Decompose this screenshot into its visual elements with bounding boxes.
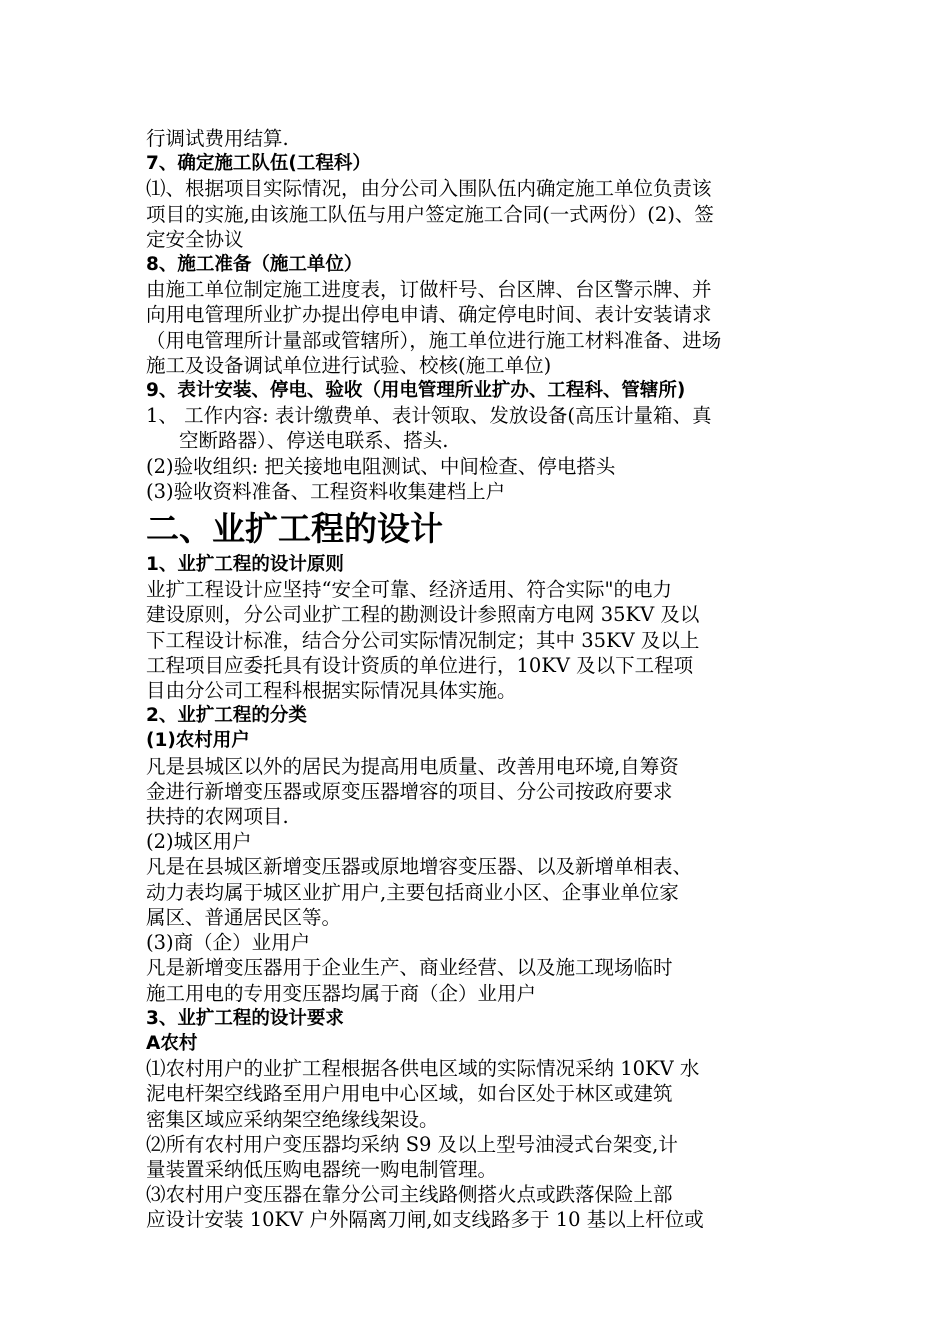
text-line: 动力表均属于城区业扩用户,主要包括商业小区、企事业单位家 [146, 880, 679, 904]
section-heading: 1、业扩工程的设计原则 [146, 554, 344, 576]
section-heading: 2、业扩工程的分类 [146, 705, 307, 727]
document-page [146, 126, 836, 1233]
text-line: 空断路器）、停送电联系、搭头. [179, 429, 449, 453]
text-line: 行调试费用结算. [146, 127, 289, 150]
text-line: （用电管理所计量部或管辖所），施工单位进行施工材料准备、进场 [146, 328, 722, 352]
section-heading: 9、表计安装、停电、验收（用电管理所业扩办、工程科、管辖所) [146, 380, 686, 402]
text-line: ⑶农村用户变压器在靠分公司主线路侧搭火点或跌落保险上部 [146, 1183, 673, 1207]
text-line: 施工用电的专用变压器均属于商（企）业用户 [146, 981, 537, 1005]
text-line: 项目的实施,由该施工队伍与用户签定施工合同(一式两份）(2)、签 [146, 202, 714, 226]
section-heading: A农村 [146, 1032, 198, 1054]
text-line: 工程项目应委托具有设计资质的单位进行，10KV 及以下工程项 [146, 653, 694, 677]
text-line: 量装置采纳低压购电器统一购电制管理。 [146, 1157, 498, 1181]
text-line: 向用电管理所业扩办提出停电申请、确定停电时间、表计安装请求 [146, 303, 712, 327]
text-line: ⑴农村用户的业扩工程根据各供电区域的实际情况采纳 10KV 水 [146, 1057, 700, 1081]
text-line: 应设计安装 10KV 户外隔离刀闸,如支线路多于 10 基以上杆位或 [146, 1208, 704, 1232]
text-line: 1、 工作内容: 表计缴费单、表计领取、发放设备(高压计量箱、真 [146, 404, 712, 428]
section-heading: (1)农村用户 [146, 730, 250, 752]
text-line: 凡是在县城区新增变压器或原地增容变压器、以及新增单相表、 [146, 855, 693, 879]
section-heading: 3、业扩工程的设计要求 [146, 1007, 344, 1029]
text-line: (2)城区用户 [146, 830, 252, 854]
text-line: 定安全协议 [146, 227, 244, 251]
text-line: 扶持的农网项目. [146, 805, 289, 829]
text-line: 目由分公司工程科根据实际情况具体实施。 [146, 679, 517, 703]
text-line: (3)商（企）业用户 [146, 931, 311, 955]
text-line: 建设原则，分公司业扩工程的勘测设计参照南方电网 35KV 及以 [146, 603, 700, 627]
text-line: (2)验收组织: 把关接地电阻测试、中间检查、停电搭头 [146, 454, 616, 478]
text-line: 业扩工程设计应坚持“安全可靠、经济适用、符合实际"的电力 [146, 578, 672, 602]
text-line: 下工程设计标准，结合分公司实际情况制定；其中 35KV 及以上 [146, 628, 700, 652]
text-line: 金进行新增变压器或原变压器增容的项目、分公司按政府要求 [146, 779, 673, 803]
text-line: 属区、普通居民区等。 [146, 905, 342, 929]
text-line: 泥电杆架空线路至用户用电中心区域，如台区处于林区或建筑 [146, 1082, 673, 1106]
text-line: 施工及设备调试单位进行试验、校核(施工单位) [146, 353, 552, 377]
text-line: ⑵所有农村用户变压器均采纳 S9 及以上型号油浸式台架变,计 [146, 1132, 678, 1156]
text-line: (3)验收资料准备、工程资料收集建档上户 [146, 479, 506, 503]
text-line: 由施工单位制定施工进度表，订做杆号、台区牌、台区警示牌、并 [146, 278, 712, 302]
section-heading: 7、确定施工队伍(工程科） [146, 153, 371, 175]
section-heading: 二、业扩工程的设计 [146, 509, 443, 549]
section-heading: 8、施工准备（施工单位） [146, 254, 363, 276]
text-line: ⑴、根据项目实际情况，由分公司入围队伍内确定施工单位负责该 [146, 177, 712, 201]
text-line: 密集区域应采纳架空绝缘线架设。 [146, 1107, 439, 1131]
text-line: 凡是新增变压器用于企业生产、商业经营、以及施工现场临时 [146, 956, 673, 980]
text-line: 凡是县城区以外的居民为提高用电质量、改善用电环境,自筹资 [146, 754, 679, 778]
